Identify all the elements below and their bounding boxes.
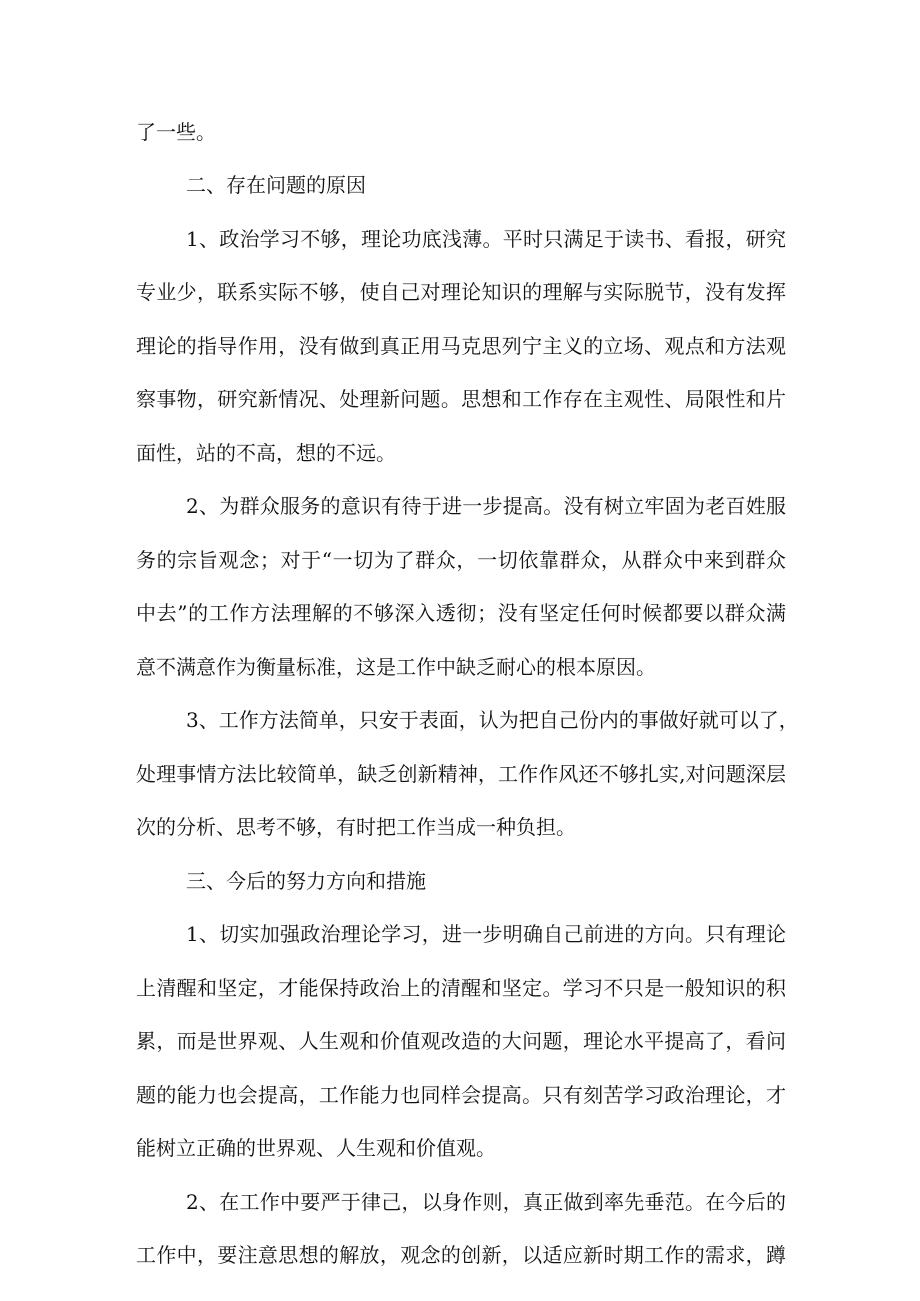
section-heading: 二、存在问题的原因 (186, 173, 366, 197)
text-line: 能树立正确的世界观、人生观和价值观。 (136, 1136, 496, 1160)
text-line: 1、政治学习不够，理论功底浅薄。平时只满足于读书、看报，研究 (186, 227, 786, 251)
text-line: 次的分析、思考不够，有时把工作当成一种负担。 (136, 815, 576, 839)
text-line: 工作中，要注意思想的解放，观念的创新，以适应新时期工作的需求，蹲 (136, 1243, 786, 1267)
text-line: 察事物，研究新情况、处理新问题。思想和工作存在主观性、局限性和片 (136, 387, 786, 411)
text-line: 了一些。 (136, 120, 216, 144)
text-line: 上清醒和坚定，才能保持政治上的清醒和坚定。学习不只是一般知识的积 (136, 976, 786, 1000)
text-line: 1、切实加强政治理论学习，进一步明确自己前进的方向。只有理论 (186, 922, 786, 946)
text-line: 处理事情方法比较简单，缺乏创新精神，工作作风还不够扎实,对问题深层 (136, 762, 786, 786)
text-line: 题的能力也会提高，工作能力也同样会提高。只有刻苦学习政治理论，才 (136, 1083, 786, 1107)
text-line: 专业少，联系实际不够，使自己对理论知识的理解与实际脱节，没有发挥 (136, 280, 786, 304)
text-line: 3、工作方法简单，只安于表面，认为把自己份内的事做好就可以了， (186, 708, 799, 732)
text-line: 2、在工作中要严于律己，以身作则，真正做到率先垂范。在今后的 (186, 1190, 786, 1214)
text-line: 累，而是世界观、人生观和价值观改造的大问题，理论水平提高了，看问 (136, 1029, 786, 1053)
text-line: 务的宗旨观念；对于“一切为了群众，一切依靠群众，从群众中来到群众 (136, 548, 786, 572)
text-line: 理论的指导作用，没有做到真正用马克思列宁主义的立场、观点和方法观 (136, 334, 786, 358)
section-heading: 三、今后的努力方向和措施 (186, 869, 426, 893)
text-line: 2、为群众服务的意识有待于进一步提高。没有树立牢固为老百姓服 (186, 494, 786, 518)
text-line: 面性，站的不高，想的不远。 (136, 441, 396, 465)
text-line: 意不满意作为衡量标准，这是工作中缺乏耐心的根本原因。 (136, 655, 656, 679)
text-line: 中去”的工作方法理解的不够深入透彻；没有坚定任何时候都要以群众满 (136, 601, 786, 625)
